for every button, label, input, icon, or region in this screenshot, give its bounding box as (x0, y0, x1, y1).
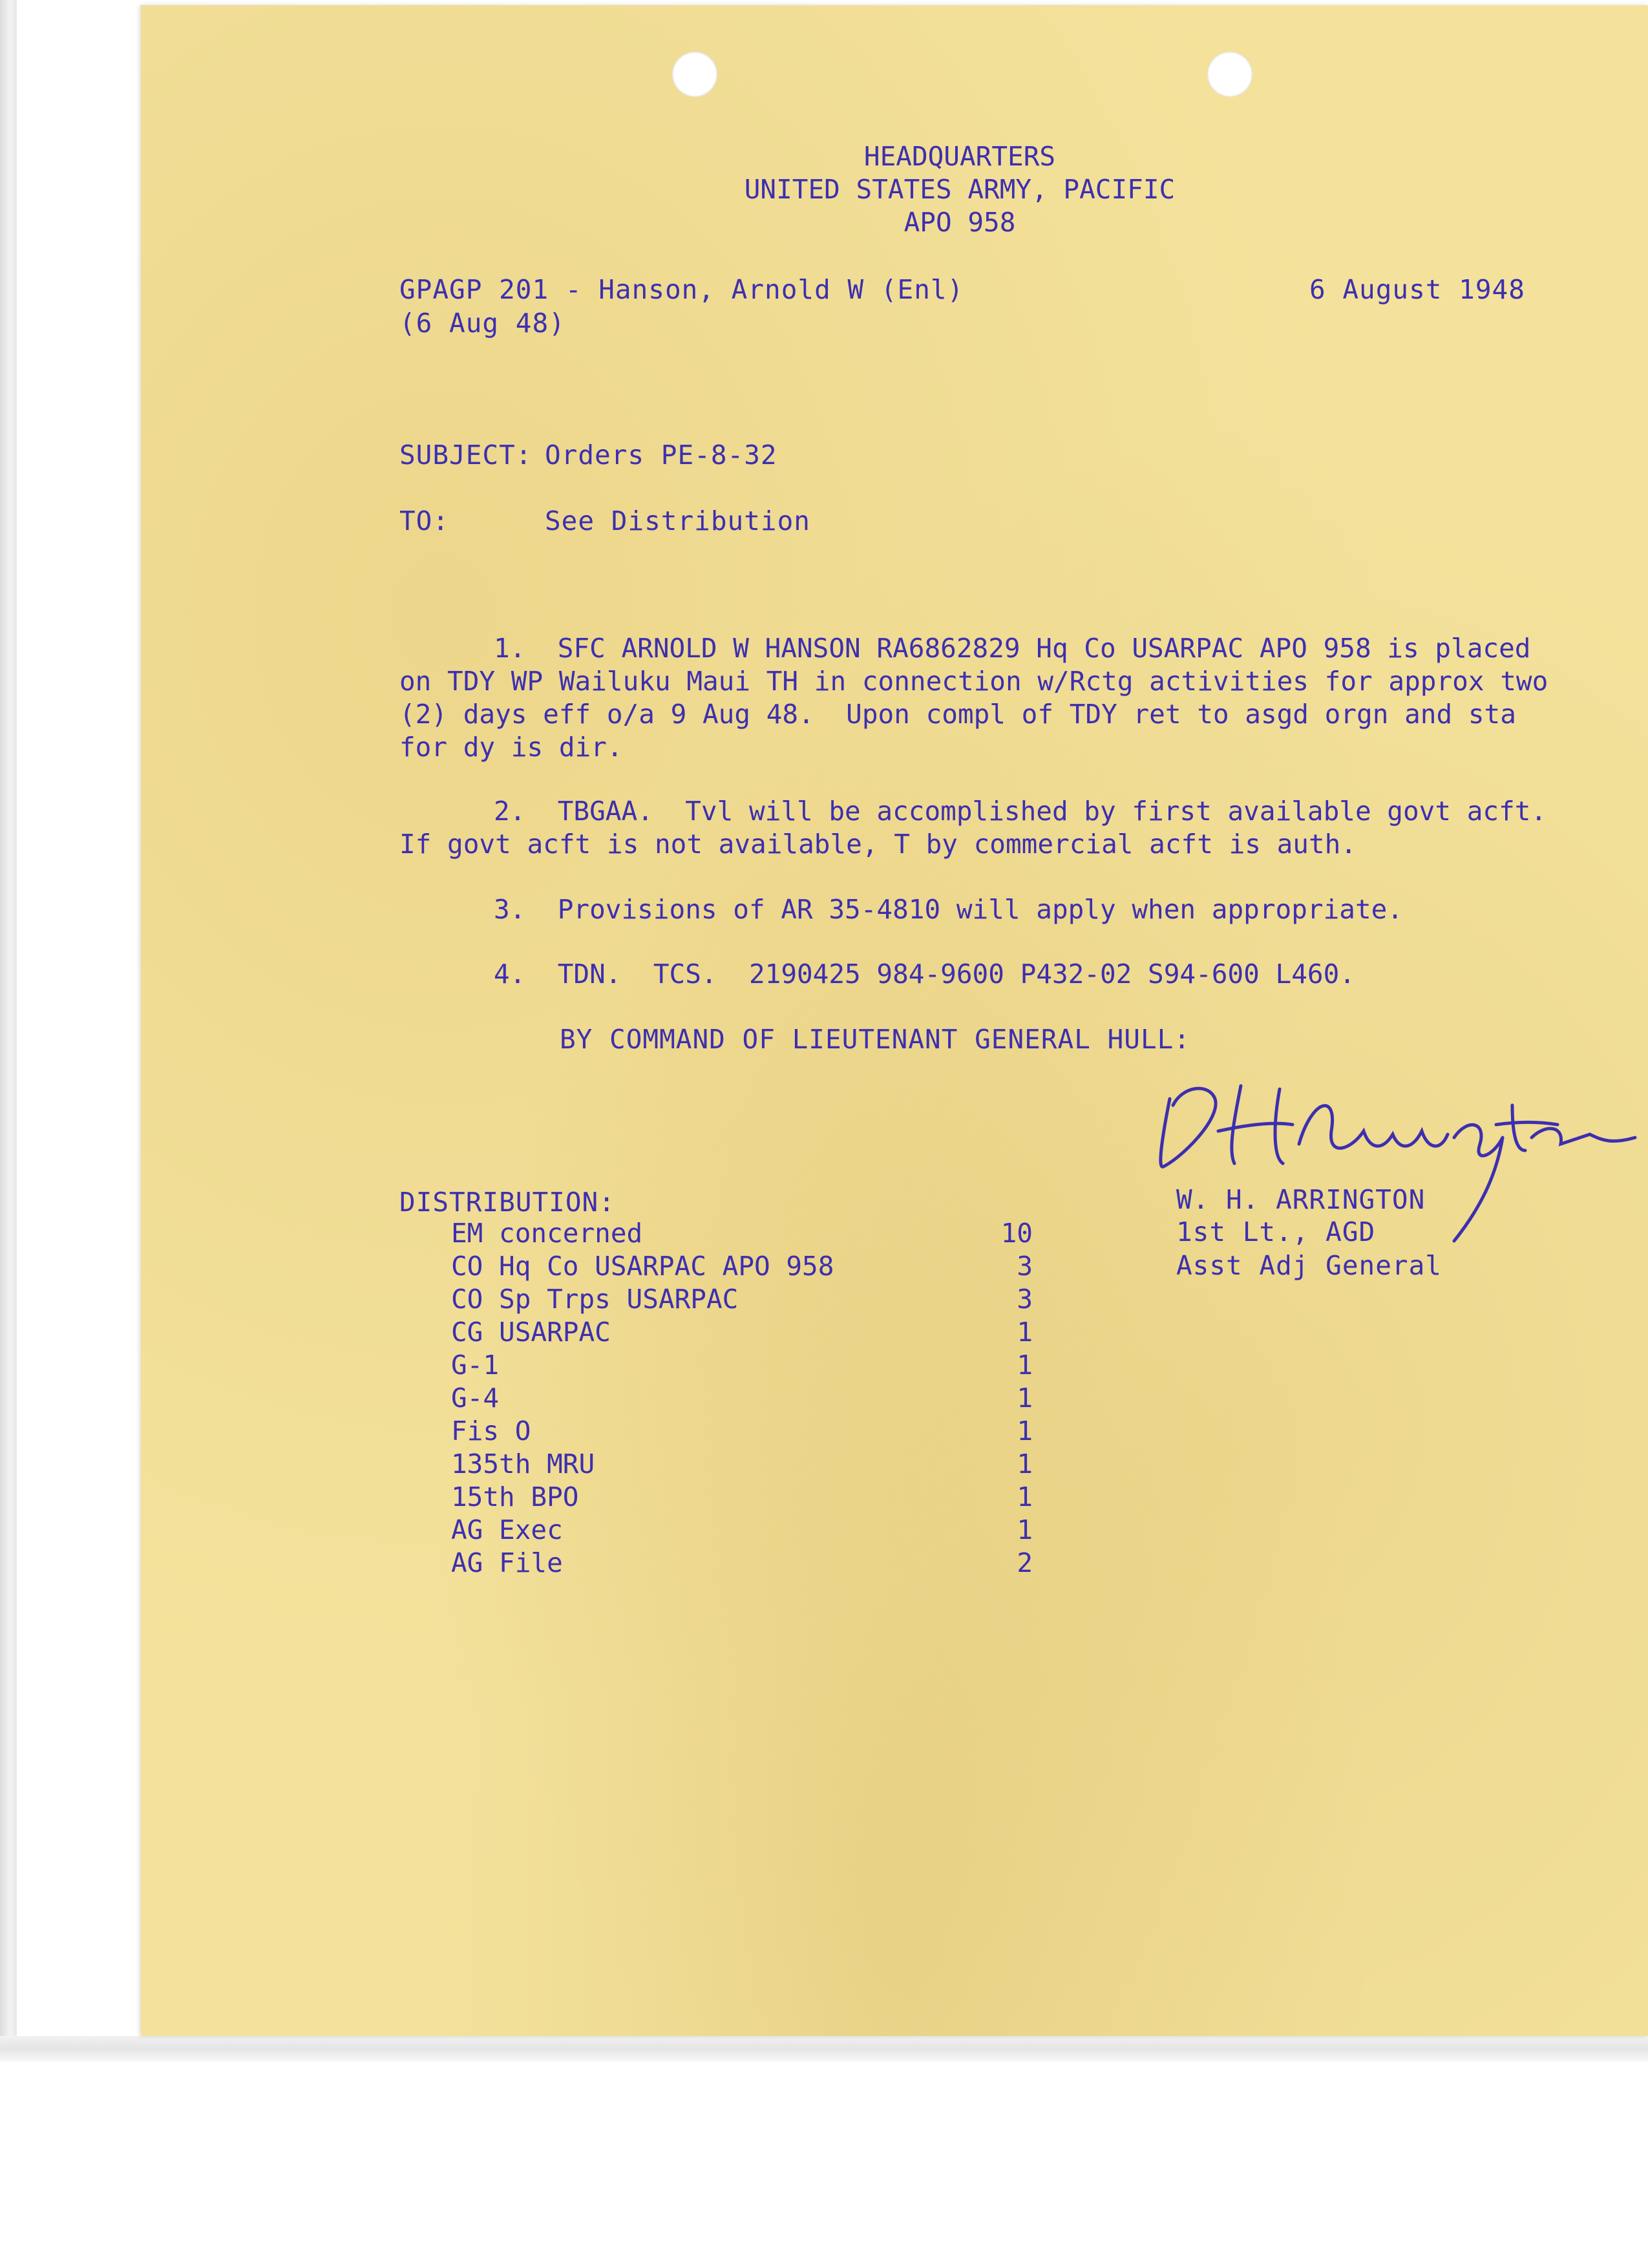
distribution-recipient: 135th MRU (451, 1448, 595, 1479)
distribution-row (451, 1317, 1033, 1350)
distribution-count: 1 (1017, 1317, 1033, 1348)
signer-rank: 1st Lt., AGD (1176, 1216, 1376, 1247)
letterhead-organization: UNITED STATES ARMY, PACIFIC (744, 174, 1176, 205)
distribution-row (451, 1448, 1033, 1481)
paragraph-line: 3. Provisions of AR 35-4810 will apply when appropriate. (494, 894, 1403, 925)
distribution-row (451, 1547, 1033, 1580)
paragraph-line: on TDY WP Wailuku Maui TH in connection w/Rctg activities for approx two (399, 666, 1548, 697)
distribution-label: DISTRIBUTION: (399, 1187, 615, 1218)
distribution-row (451, 1415, 1033, 1448)
distribution-count: 10 (1000, 1218, 1033, 1249)
paragraph-line: 2. TBGAA. Tvl will be accomplished by first available govt acft. (494, 796, 1547, 827)
sleeve-edge (0, 0, 17, 2049)
distribution-recipient: CG USARPAC (451, 1317, 611, 1348)
paragraph-line: (2) days eff o/a 9 Aug 48. Upon compl of TDY ret to asgd orgn and sta (399, 699, 1516, 730)
distribution-recipient: AG File (451, 1547, 563, 1578)
distribution-row (451, 1350, 1033, 1383)
signer-name: W. H. ARRINGTON (1176, 1184, 1426, 1215)
to-label: TO: (399, 505, 450, 536)
punch-hole-right (1207, 52, 1252, 97)
distribution-row (451, 1284, 1033, 1317)
distribution-recipient: AG Exec (451, 1514, 563, 1545)
distribution-row (451, 1218, 1033, 1251)
subject-label: SUBJECT: (399, 440, 533, 471)
distribution-row (451, 1514, 1033, 1547)
paragraph-line: If govt acft is not available, T by commercial acft is auth. (399, 829, 1357, 860)
paragraph-line: 1. SFC ARNOLD W HANSON RA6862829 Hq Co USARPAC APO 958 is placed (494, 633, 1531, 664)
distribution-recipient: G-4 (451, 1383, 500, 1414)
paper-sheet (141, 5, 1648, 2036)
distribution-count: 3 (1017, 1251, 1033, 1282)
distribution-count: 1 (1017, 1415, 1033, 1447)
distribution-count: 1 (1017, 1383, 1033, 1414)
paragraph-4 (399, 958, 1563, 991)
distribution-row (451, 1383, 1033, 1415)
distribution-recipient: 15th BPO (451, 1481, 579, 1512)
distribution-recipient: EM concerned (451, 1218, 643, 1249)
distribution-recipient: CO Sp Trps USARPAC (451, 1284, 739, 1315)
signer-title: Asst Adj General (1176, 1250, 1442, 1281)
letterhead (734, 140, 1186, 239)
paragraph-line: for dy is dir. (399, 732, 623, 763)
paragraph-3 (399, 893, 1563, 926)
distribution-count: 1 (1017, 1350, 1033, 1381)
distribution-count: 1 (1017, 1481, 1033, 1512)
distribution-count: 1 (1017, 1514, 1033, 1545)
file-reference-date: (6 Aug 48) (399, 308, 565, 339)
document-date: 6 August 1948 (1309, 274, 1525, 305)
letterhead-headquarters: HEADQUARTERS (863, 141, 1056, 172)
to-value: See Distribution (545, 505, 810, 536)
distribution-row (451, 1481, 1033, 1514)
command-line: BY COMMAND OF LIEUTENANT GENERAL HULL: (560, 1024, 1190, 1055)
distribution-recipient: Fis O (451, 1415, 531, 1447)
distribution-recipient: G-1 (451, 1350, 500, 1381)
distribution-count: 1 (1017, 1448, 1033, 1479)
sleeve-bottom-edge (0, 2036, 1648, 2062)
letterhead-apo: APO 958 (903, 207, 1016, 238)
paragraph-line: 4. TDN. TCS. 2190425 984-9600 P432-02 S94-600 L460. (494, 959, 1355, 990)
punch-hole-left (672, 52, 717, 97)
paragraph-2 (399, 795, 1563, 861)
paragraph-1 (399, 632, 1563, 764)
distribution-row (451, 1251, 1033, 1284)
distribution-count: 2 (1017, 1547, 1033, 1578)
distribution-count: 3 (1017, 1284, 1033, 1315)
file-reference: GPAGP 201 - Hanson, Arnold W (Enl) (399, 274, 964, 305)
subject-value: Orders PE-8-32 (545, 440, 777, 471)
distribution-recipient: CO Hq Co USARPAC APO 958 (451, 1251, 834, 1282)
